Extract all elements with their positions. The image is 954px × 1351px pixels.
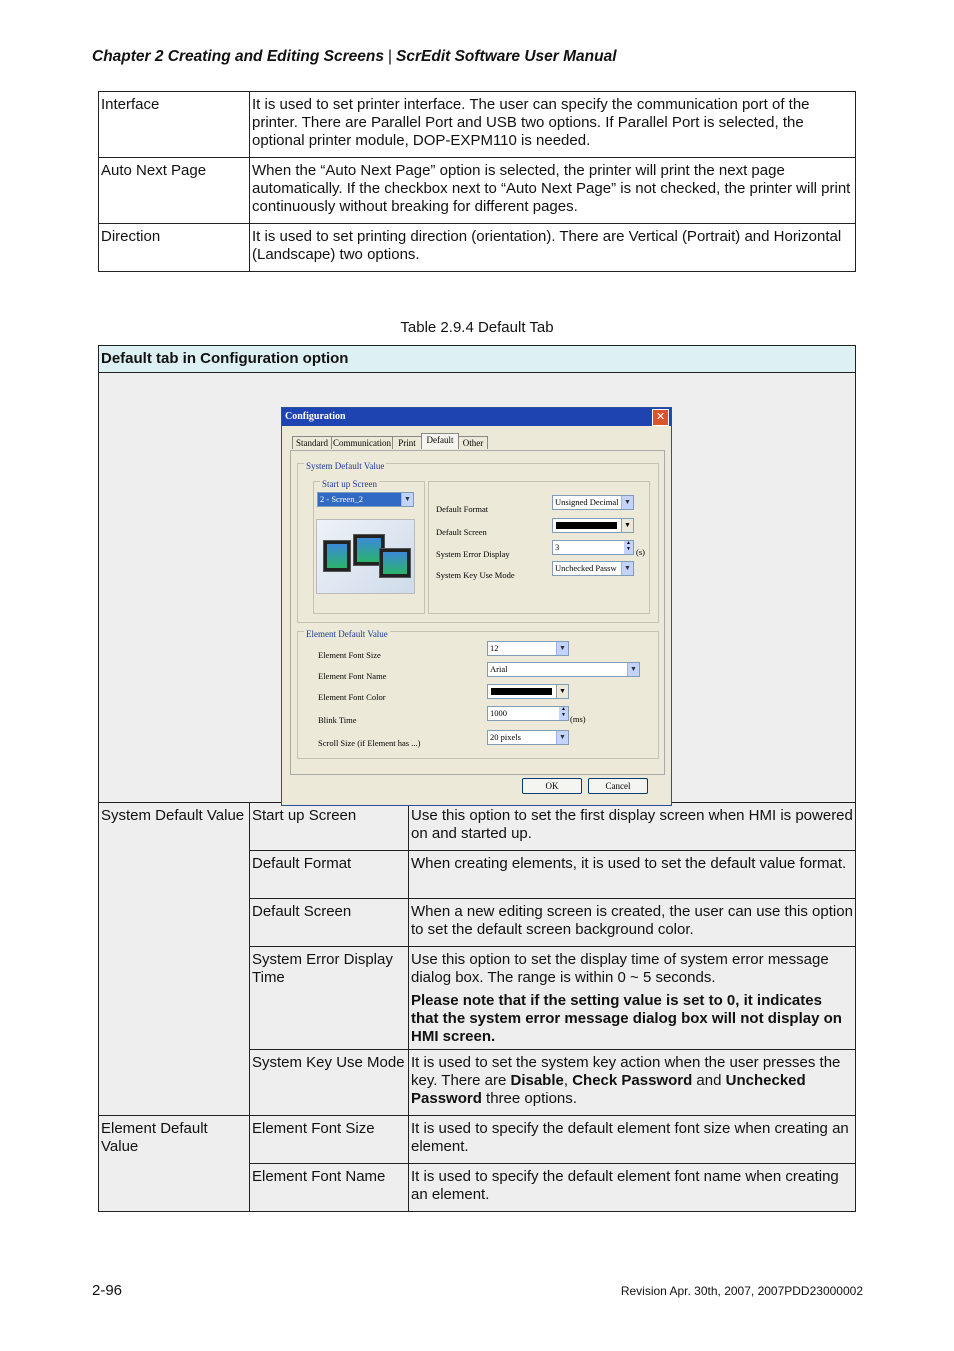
select-value: 2 - Screen_2 <box>320 494 363 504</box>
desc-text: It is used to specify the default element font name when creating an element. <box>411 1168 839 1203</box>
chevron-down-icon: ▼ <box>621 496 633 509</box>
startup-screen-group <box>313 481 425 614</box>
desc-text: and <box>692 1072 726 1089</box>
option-desc: It is used to set printing direction (orientation). There are Vertical (Portrait) and Horizontal (Landscape) two options. <box>250 224 856 272</box>
tab-print[interactable]: Print <box>392 436 422 449</box>
table-row <box>99 1116 856 1164</box>
group-name: Element Default Value <box>99 1116 250 1212</box>
font-size-select[interactable] <box>487 641 569 656</box>
desc-paragraph <box>411 992 853 1046</box>
chevron-down-icon: ▼ <box>556 642 568 655</box>
tab-other[interactable]: Other <box>458 436 488 449</box>
default-tab-table <box>98 345 856 1212</box>
item-desc <box>409 1116 856 1164</box>
select-value: 20 pixels <box>490 732 521 742</box>
table-caption: Table 2.9.4 Default Tab <box>400 319 554 336</box>
desc-text: It is used to specify the default element font size when creating an element. <box>411 1120 849 1155</box>
option-name: Auto Next Page <box>99 158 250 224</box>
desc-paragraph <box>411 855 853 873</box>
element-default-group <box>297 631 659 759</box>
table-row <box>99 158 856 224</box>
table-header: Default tab in Configuration option <box>99 346 856 373</box>
font-name-label: Element Font Name <box>318 671 387 681</box>
group-name: System Default Value <box>99 803 250 1116</box>
hmi-device-icon <box>379 548 411 578</box>
item-name: System Error Display Time <box>250 947 409 1050</box>
desc-emphasis: Please note that if the setting value is set to 0, it indicates that the system error message dialog box will not display on HMI screen. <box>411 992 842 1045</box>
font-color-picker[interactable] <box>487 684 569 699</box>
chevron-down-icon: ▼ <box>401 493 413 506</box>
color-swatch <box>491 688 552 695</box>
option-desc: It is used to set printer interface. The user can specify the communication port of the printer. There are Parallel Port and USB two options. If Parallel Port is selected, the optional printer module, DOP-EXPM110 is needed. <box>250 92 856 158</box>
tab-default[interactable]: Default <box>421 433 459 449</box>
table-row <box>99 92 856 158</box>
desc-paragraph <box>411 807 853 843</box>
desc-text: Use this option to set the first display screen when HMI is powered on and started up. <box>411 807 853 842</box>
dialog-title: Configuration <box>282 408 671 426</box>
spinner-value: 3 <box>555 542 560 552</box>
item-desc <box>409 899 856 947</box>
select-value: Unchecked Passw <box>555 563 617 573</box>
group-title: Start up Screen <box>320 475 379 493</box>
item-desc <box>409 1050 856 1116</box>
revision-info: Revision Apr. 30th, 2007, 2007PDD23000002 <box>620 1284 863 1298</box>
page-number: 2-96 <box>92 1282 123 1299</box>
desc-text: When creating elements, it is used to set the default value format. <box>411 855 847 872</box>
select-value: 12 <box>490 643 499 653</box>
desc-paragraph <box>411 903 853 939</box>
desc-emphasis: Disable <box>510 1072 564 1089</box>
startup-screen-select[interactable] <box>317 492 414 507</box>
page-header <box>92 48 617 66</box>
key-mode-select[interactable] <box>552 561 634 576</box>
table-row <box>99 224 856 272</box>
screenshot-cell <box>99 373 856 803</box>
default-screen-color-picker[interactable] <box>552 518 634 533</box>
chapter-title: Chapter 2 Creating and Editing Screens <box>92 48 384 65</box>
desc-emphasis: Unchecked Password <box>411 1072 806 1107</box>
blink-time-label: Blink Time <box>318 715 357 725</box>
item-desc <box>409 851 856 899</box>
system-default-group <box>297 463 659 623</box>
screen-preview-image <box>316 519 415 594</box>
chevron-down-icon: ▼ <box>621 562 633 575</box>
item-desc <box>409 947 856 1050</box>
blink-time-unit: (ms) <box>570 714 586 724</box>
key-mode-label: System Key Use Mode <box>436 570 515 580</box>
header-separator: | <box>387 48 393 65</box>
cancel-button[interactable]: Cancel <box>588 778 648 794</box>
desc-text: It is used to set the system key action when the user presses the key. There are <box>411 1054 841 1089</box>
screenshot-row <box>99 373 856 803</box>
blink-time-spinner[interactable] <box>487 706 569 721</box>
error-display-label: System Error Display <box>436 549 510 559</box>
desc-text: , <box>563 1072 573 1089</box>
desc-text: Use this option to set the display time of system error message dialog box. The range is within 0 ~ 5 seconds. <box>411 951 829 986</box>
default-format-select[interactable] <box>552 495 634 510</box>
chevron-down-icon: ▼ <box>556 685 568 698</box>
configuration-dialog <box>281 407 672 806</box>
option-desc: When the “Auto Next Page” option is selected, the printer will print the next page automatically. If the checkbox next to “Auto Next Page” is not checked, the printer will print continuously without breaking for different pages. <box>250 158 856 224</box>
manual-title: ScrEdit Software User Manual <box>396 48 617 65</box>
tab-standard[interactable]: Standard <box>292 436 332 449</box>
chevron-down-icon: ▼ <box>627 663 639 676</box>
desc-text: When a new editing screen is created, the user can use this option to set the default screen background color. <box>411 903 853 938</box>
font-size-label: Element Font Size <box>318 650 381 660</box>
chevron-down-icon: ▼ <box>556 731 568 744</box>
close-icon[interactable]: ✕ <box>652 409 669 426</box>
font-color-label: Element Font Color <box>318 692 386 702</box>
scroll-size-label: Scroll Size (if Element has ...) <box>318 738 421 748</box>
spinner-arrows-icon[interactable]: ▲ ▼ <box>624 541 633 554</box>
item-name: Default Screen <box>250 899 409 947</box>
table-header-row <box>99 346 856 373</box>
desc-paragraph <box>411 1168 853 1204</box>
item-name: Default Format <box>250 851 409 899</box>
default-tab-panel <box>290 450 665 775</box>
item-desc <box>409 803 856 851</box>
default-screen-label: Default Screen <box>436 527 487 537</box>
group-title: Element Default Value <box>304 625 390 643</box>
error-display-unit: (s) <box>636 547 645 557</box>
desc-text: three options. <box>481 1090 577 1107</box>
format-settings-group <box>428 481 650 614</box>
hmi-device-icon <box>323 540 351 572</box>
group-title: System Default Value <box>304 457 386 475</box>
item-name: Element Font Name <box>250 1164 409 1212</box>
desc-paragraph <box>411 951 853 987</box>
item-name: System Key Use Mode <box>250 1050 409 1116</box>
desc-paragraph <box>411 1120 853 1156</box>
option-name: Interface <box>99 92 250 158</box>
desc-paragraph <box>411 1054 853 1108</box>
table-row <box>99 803 856 851</box>
font-name-select[interactable] <box>487 662 640 677</box>
item-name: Start up Screen <box>250 803 409 851</box>
spinner-value: 1000 <box>490 708 507 718</box>
select-value: Arial <box>490 664 508 674</box>
desc-emphasis: Check Password <box>572 1072 693 1089</box>
color-swatch <box>556 522 617 529</box>
chevron-down-icon: ▼ <box>621 519 633 532</box>
option-name: Direction <box>99 224 250 272</box>
print-options-table <box>98 91 856 272</box>
error-display-spinner[interactable] <box>552 540 634 555</box>
scroll-size-select[interactable] <box>487 730 569 745</box>
select-value: Unsigned Decimal <box>555 497 619 507</box>
default-format-label: Default Format <box>436 504 489 514</box>
tab-communication[interactable]: Communication <box>333 438 391 448</box>
spinner-arrows-icon[interactable]: ▲ ▼ <box>559 707 568 720</box>
ok-button[interactable]: OK <box>522 778 582 794</box>
item-name: Element Font Size <box>250 1116 409 1164</box>
item-desc <box>409 1164 856 1212</box>
